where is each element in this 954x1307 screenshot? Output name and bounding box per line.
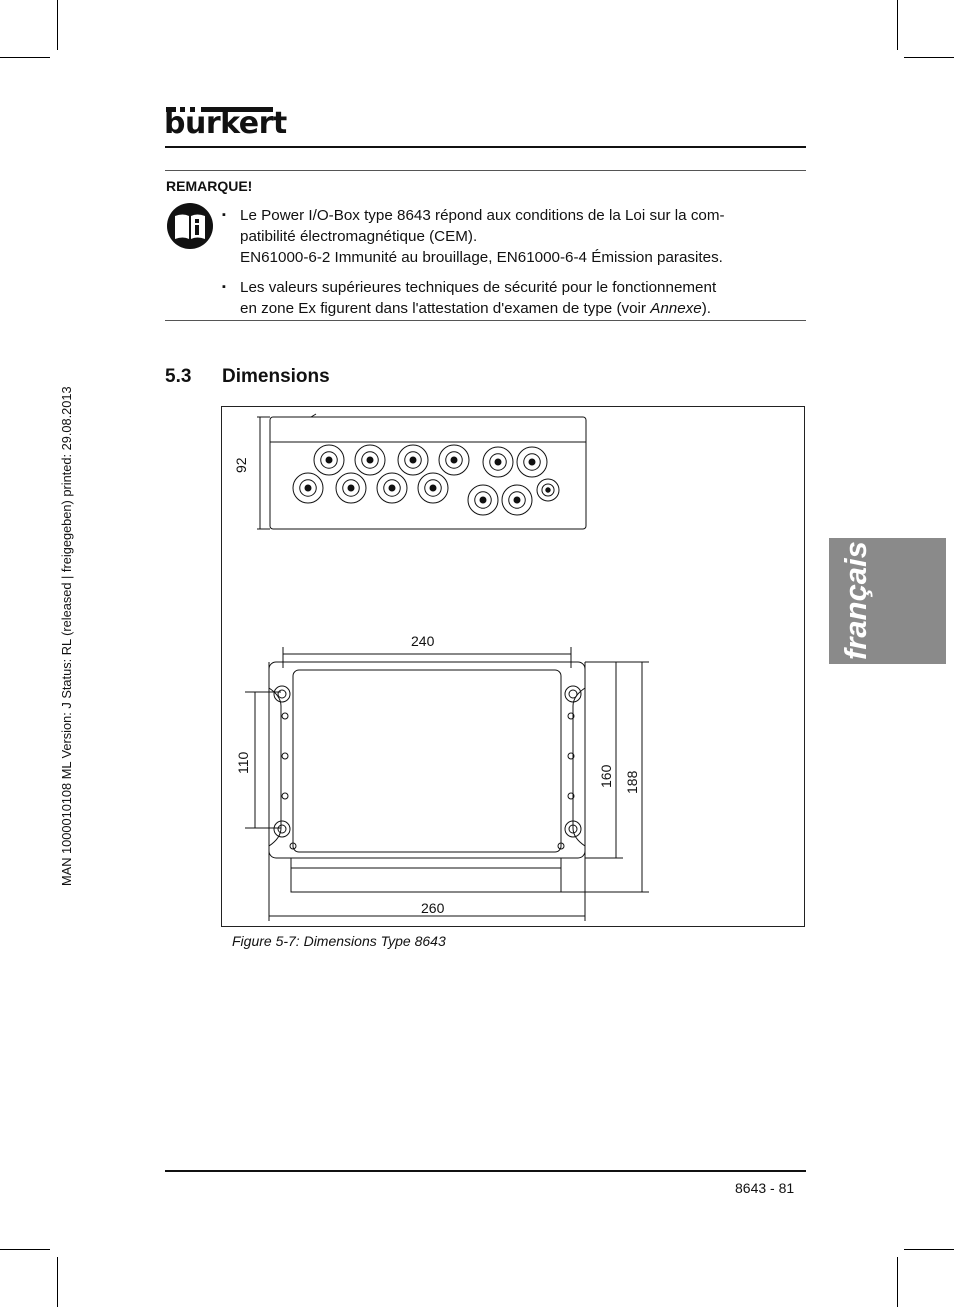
gland-ring [480, 497, 486, 503]
section-title: Dimensions [222, 366, 330, 387]
figure-caption: Figure 5-7: Dimensions Type 8643 [232, 933, 446, 949]
dim-inner-height: 160 [598, 764, 614, 788]
mounting-holes [274, 686, 581, 849]
gland-ring [367, 457, 373, 463]
note-line: ). [701, 300, 711, 317]
gland-ring [451, 457, 457, 463]
screw-hole [282, 753, 288, 759]
top-view [245, 647, 649, 921]
note-line: Les valeurs supérieures techniques de sécurité pour le fonctionnement [240, 279, 717, 296]
crop-mark [57, 0, 58, 50]
mounting-hole [569, 690, 577, 698]
note-top-rule [165, 170, 806, 171]
crop-mark [897, 1257, 898, 1307]
gland-ring [546, 488, 550, 492]
dimension-labels [233, 457, 640, 916]
mounting-hole [274, 821, 290, 837]
mounting-hole [278, 825, 286, 833]
dim-width-top: 240 [411, 633, 435, 649]
logo-wordmark: burkert [164, 106, 287, 141]
gland-ring [495, 459, 501, 465]
dim-height-side: 92 [233, 457, 249, 473]
gland-ring [348, 485, 354, 491]
note-bullets [220, 205, 810, 328]
note-line: patibilité électromagnétique (CEM). [240, 228, 478, 245]
gland-ring [389, 485, 395, 491]
gland-ring [514, 497, 520, 503]
screw-hole [282, 713, 288, 719]
note-bullet [220, 277, 810, 319]
gland-ring [529, 459, 535, 465]
crop-mark [0, 1249, 50, 1250]
cable-glands [293, 445, 559, 515]
page-number: 8643 - 81 [735, 1180, 795, 1196]
book-info-icon [166, 202, 214, 250]
language-tab-label: français [838, 541, 873, 660]
note-bottom-rule [165, 320, 806, 321]
footer-rule [165, 1170, 806, 1172]
dim-outer-height: 188 [624, 770, 640, 794]
gland-ring [410, 457, 416, 463]
note-line: Le Power I/O-Box type 8643 répond aux conditions de la Loi sur la com- [240, 207, 725, 224]
section-number: 5.3 [165, 366, 192, 387]
print-status-text: MAN 1000010108 ML Version: J Status: RL (released | freigegeben) printed: 29.08.2013 [59, 386, 74, 886]
annex-reference: Annexe [650, 300, 702, 317]
crop-mark [57, 1257, 58, 1307]
header-rule [165, 146, 806, 148]
crop-mark [897, 0, 898, 50]
note-bullet [220, 205, 810, 268]
mounting-hole [278, 690, 286, 698]
dim-width-bottom: 260 [421, 900, 445, 916]
note-line: en zone Ex figurent dans l'attestation d'examen de type (voir [240, 300, 651, 317]
note-line: EN61000-6-2 Immunité au brouillage, EN61000-6-4 Émission parasites. [240, 249, 723, 266]
side-view [257, 414, 586, 529]
crop-mark [0, 57, 50, 58]
crop-mark [904, 57, 954, 58]
screw-hole [282, 793, 288, 799]
crop-mark [904, 1249, 954, 1250]
gland-ring [430, 485, 436, 491]
gland-ring [305, 485, 311, 491]
section-heading [165, 366, 330, 388]
dimension-drawing [221, 406, 805, 927]
gland-ring [326, 457, 332, 463]
note-title: REMARQUE! [166, 178, 253, 194]
dim-left: 110 [235, 751, 251, 774]
